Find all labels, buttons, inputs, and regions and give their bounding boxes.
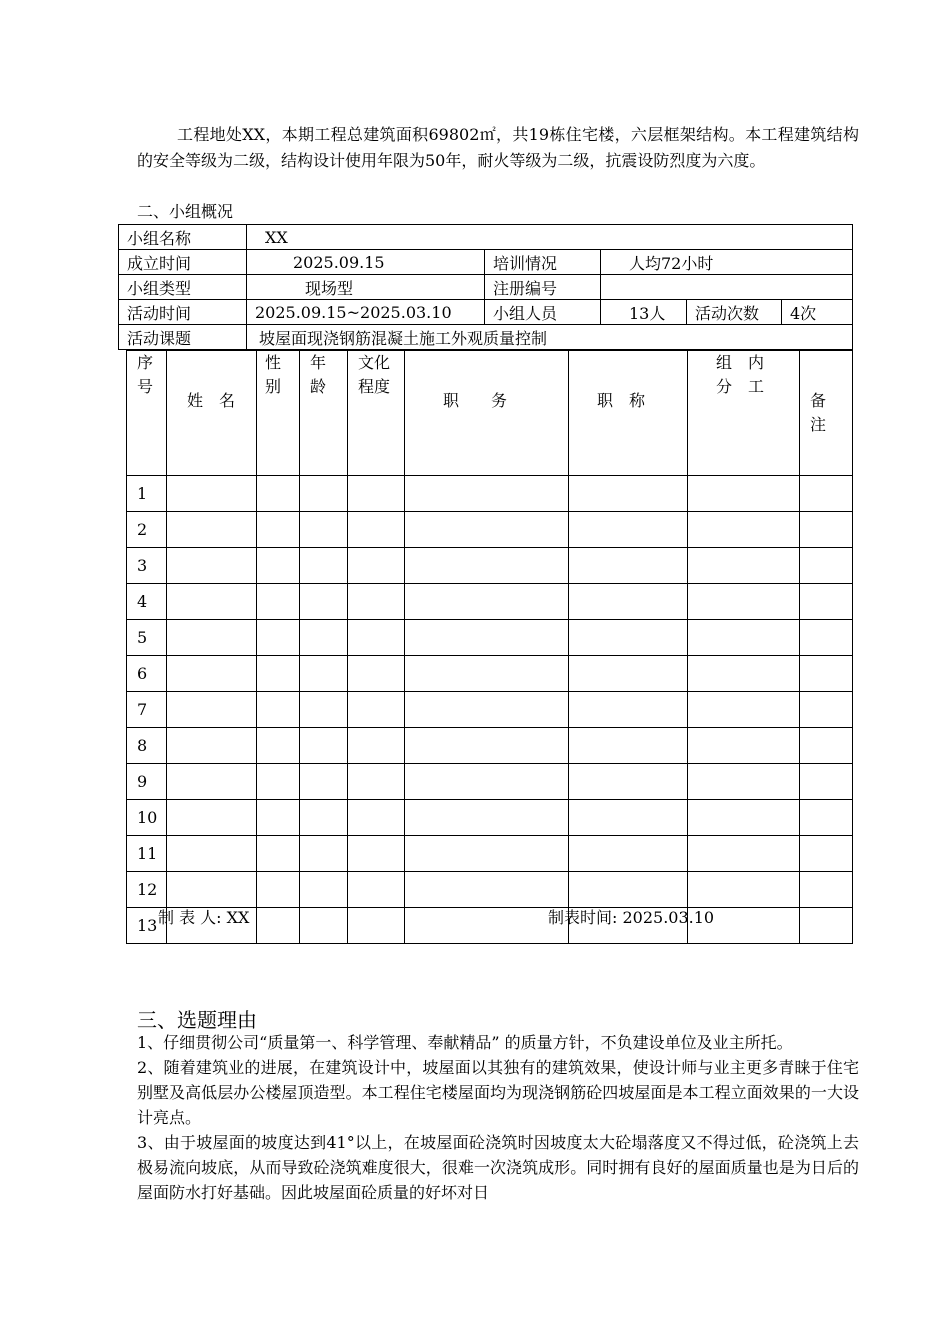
member-cell	[167, 872, 257, 908]
count-label: 活动次数	[687, 300, 782, 325]
member-cell	[800, 512, 853, 548]
member-cell	[348, 692, 405, 728]
member-row-number: 9	[127, 764, 167, 800]
header-gender-1: 性	[265, 353, 282, 372]
member-cell	[257, 476, 300, 512]
member-cell	[688, 836, 800, 872]
founded-label: 成立时间	[119, 250, 247, 275]
member-cell	[257, 692, 300, 728]
reason-3: 3、由于坡屋面的坡度达到41°以上，在坡屋面砼浇筑时因坡度太大砼塌落度又不得过低，砼浇筑上去极易流向坡底，从而导致砼浇筑难度很大，很难一次浇筑成形。同时拥有良好的屋面质量也是为日后的屋面防水打好基础。因此坡屋面砼质量的好坏对日	[137, 1133, 859, 1202]
member-cell	[167, 620, 257, 656]
member-cell	[300, 512, 348, 548]
member-cell	[800, 908, 853, 944]
member-cell	[348, 764, 405, 800]
member-cell	[405, 908, 569, 944]
member-row	[127, 836, 853, 872]
member-row	[127, 548, 853, 584]
header-name: 姓 名	[187, 391, 236, 410]
member-cell	[569, 548, 688, 584]
reason-2: 2、随着建筑业的进展，在建筑设计中，坡屋面以其独有的建筑效果，使设计师与业主更多青睐于住宅别墅及高低层办公楼屋顶造型。本工程住宅楼屋面均为现浇钢筋砼四坡屋面是本工程立面效果的一大设计亮点。	[137, 1058, 859, 1127]
member-cell	[800, 692, 853, 728]
header-edu-2: 程度	[358, 377, 391, 396]
member-row	[127, 872, 853, 908]
member-cell	[405, 548, 569, 584]
member-cell	[167, 584, 257, 620]
member-row	[127, 800, 853, 836]
header-note-2: 注	[810, 415, 827, 434]
topic-label: 活动课题	[119, 325, 247, 350]
member-row-number: 10	[127, 800, 167, 836]
member-cell	[167, 512, 257, 548]
member-row	[127, 620, 853, 656]
member-cell	[257, 512, 300, 548]
header-title: 职 称	[597, 391, 646, 410]
member-cell	[257, 908, 300, 944]
group-info-table	[118, 224, 853, 350]
member-table	[126, 350, 853, 944]
member-cell	[688, 512, 800, 548]
member-cell	[405, 692, 569, 728]
members-label: 小组人员	[485, 300, 601, 325]
training-value: 人均72小时	[601, 250, 853, 275]
type-value: 现场型	[247, 275, 485, 300]
member-cell	[257, 872, 300, 908]
member-cell	[300, 872, 348, 908]
table-date: 制表时间: 2025.03.10	[548, 908, 715, 927]
member-cell	[300, 836, 348, 872]
member-cell	[405, 656, 569, 692]
member-cell	[167, 764, 257, 800]
member-cell	[405, 836, 569, 872]
type-label: 小组类型	[119, 275, 247, 300]
member-cell	[688, 800, 800, 836]
member-cell	[800, 548, 853, 584]
group-name-value: XX	[247, 225, 853, 250]
founded-value: 2025.09.15	[247, 250, 485, 275]
member-cell	[300, 548, 348, 584]
member-cell	[300, 620, 348, 656]
member-cell	[688, 548, 800, 584]
header-edu-1: 文化	[358, 353, 391, 372]
member-cell	[348, 584, 405, 620]
header-seq-2: 号	[137, 377, 154, 396]
member-row	[127, 584, 853, 620]
member-cell	[688, 728, 800, 764]
period-value: 2025.09.15~2025.03.10	[247, 300, 485, 325]
member-cell	[688, 764, 800, 800]
member-cell	[688, 692, 800, 728]
member-row	[127, 764, 853, 800]
member-cell	[800, 620, 853, 656]
member-cell	[405, 512, 569, 548]
header-role-1: 组 内	[716, 353, 765, 372]
member-cell	[800, 584, 853, 620]
member-cell	[300, 728, 348, 764]
member-cell	[257, 836, 300, 872]
member-cell	[569, 584, 688, 620]
table-maker: 制 表 人: XX	[158, 908, 250, 927]
member-cell	[688, 620, 800, 656]
intro-paragraph: 工程地处XX，本期工程总建筑面积69802㎡，共19栋住宅楼，六层框架结构。本工程建筑结构的安全等级为二级，结构设计使用年限为50年，耐火等级为二级，抗震设防烈度为六度。	[137, 125, 859, 170]
member-cell	[800, 728, 853, 764]
member-cell	[405, 764, 569, 800]
reasons-block	[137, 1030, 859, 1205]
member-row-number: 4	[127, 584, 167, 620]
section-3-title: 三、选题理由	[137, 1008, 257, 1032]
member-cell	[569, 764, 688, 800]
member-cell	[569, 800, 688, 836]
reg-label: 注册编号	[485, 275, 601, 300]
member-cell	[257, 620, 300, 656]
member-cell	[405, 800, 569, 836]
member-cell	[800, 656, 853, 692]
member-cell	[405, 872, 569, 908]
section-2-title: 二、小组概况	[137, 202, 234, 221]
member-cell	[167, 800, 257, 836]
member-cell	[405, 584, 569, 620]
member-cell	[348, 620, 405, 656]
member-cell	[569, 656, 688, 692]
member-cell	[569, 476, 688, 512]
member-cell	[688, 872, 800, 908]
member-cell	[348, 548, 405, 584]
member-cell	[348, 656, 405, 692]
group-name-label: 小组名称	[119, 225, 247, 250]
member-row-number: 6	[127, 656, 167, 692]
member-cell	[300, 764, 348, 800]
member-cell	[167, 836, 257, 872]
member-cell	[569, 728, 688, 764]
member-cell	[300, 692, 348, 728]
member-cell	[300, 656, 348, 692]
header-age-1: 年	[310, 353, 327, 372]
member-row-number: 2	[127, 512, 167, 548]
training-label: 培训情况	[485, 250, 601, 275]
member-cell	[800, 872, 853, 908]
member-cell	[300, 800, 348, 836]
member-row-number: 7	[127, 692, 167, 728]
topic-value: 坡屋面现浇钢筋混凝土施工外观质量控制	[247, 325, 853, 350]
member-cell	[167, 728, 257, 764]
member-cell	[569, 872, 688, 908]
period-label: 活动时间	[119, 300, 247, 325]
member-cell	[348, 908, 405, 944]
member-cell	[167, 692, 257, 728]
member-row-number: 1	[127, 476, 167, 512]
member-cell	[257, 584, 300, 620]
member-cell	[800, 836, 853, 872]
member-cell	[300, 584, 348, 620]
member-cell	[348, 800, 405, 836]
member-cell	[800, 764, 853, 800]
count-value: 4次	[782, 300, 853, 325]
member-cell	[569, 692, 688, 728]
member-table-header	[127, 351, 853, 476]
member-cell	[348, 476, 405, 512]
member-cell	[257, 764, 300, 800]
member-cell	[257, 548, 300, 584]
member-row	[127, 656, 853, 692]
member-row-number: 3	[127, 548, 167, 584]
member-cell	[167, 548, 257, 584]
member-row	[127, 476, 853, 512]
header-seq-1: 序	[137, 353, 154, 372]
member-cell	[688, 476, 800, 512]
reg-value	[601, 275, 853, 300]
member-cell	[800, 476, 853, 512]
member-cell	[257, 800, 300, 836]
member-cell	[167, 476, 257, 512]
member-cell	[688, 584, 800, 620]
header-note-1: 备	[810, 391, 827, 410]
members-value: 13人	[601, 300, 687, 325]
member-cell	[569, 620, 688, 656]
member-cell	[348, 836, 405, 872]
member-cell	[167, 656, 257, 692]
member-cell	[348, 872, 405, 908]
member-cell	[688, 656, 800, 692]
header-age-2: 龄	[310, 377, 327, 396]
member-cell	[348, 512, 405, 548]
member-row-number: 13	[127, 908, 167, 944]
header-role-2: 分 工	[716, 377, 765, 396]
member-cell	[569, 512, 688, 548]
header-gender-2: 别	[265, 377, 282, 396]
member-cell	[405, 476, 569, 512]
member-cell	[257, 728, 300, 764]
member-row	[127, 728, 853, 764]
member-row-number: 12	[127, 872, 167, 908]
header-position: 职 务	[443, 391, 508, 410]
member-cell	[300, 476, 348, 512]
reason-1: 1、仔细贯彻公司“质量第一、科学管理、奉献精品” 的质量方针，不负建设单位及业主所托。	[137, 1033, 793, 1052]
member-cell	[405, 620, 569, 656]
member-row-number: 11	[127, 836, 167, 872]
member-row	[127, 692, 853, 728]
member-cell	[569, 836, 688, 872]
member-row-number: 5	[127, 620, 167, 656]
member-cell	[800, 800, 853, 836]
member-row-number: 8	[127, 728, 167, 764]
member-cell	[348, 728, 405, 764]
member-cell	[300, 908, 348, 944]
member-cell	[405, 728, 569, 764]
member-cell	[257, 656, 300, 692]
member-row	[127, 512, 853, 548]
